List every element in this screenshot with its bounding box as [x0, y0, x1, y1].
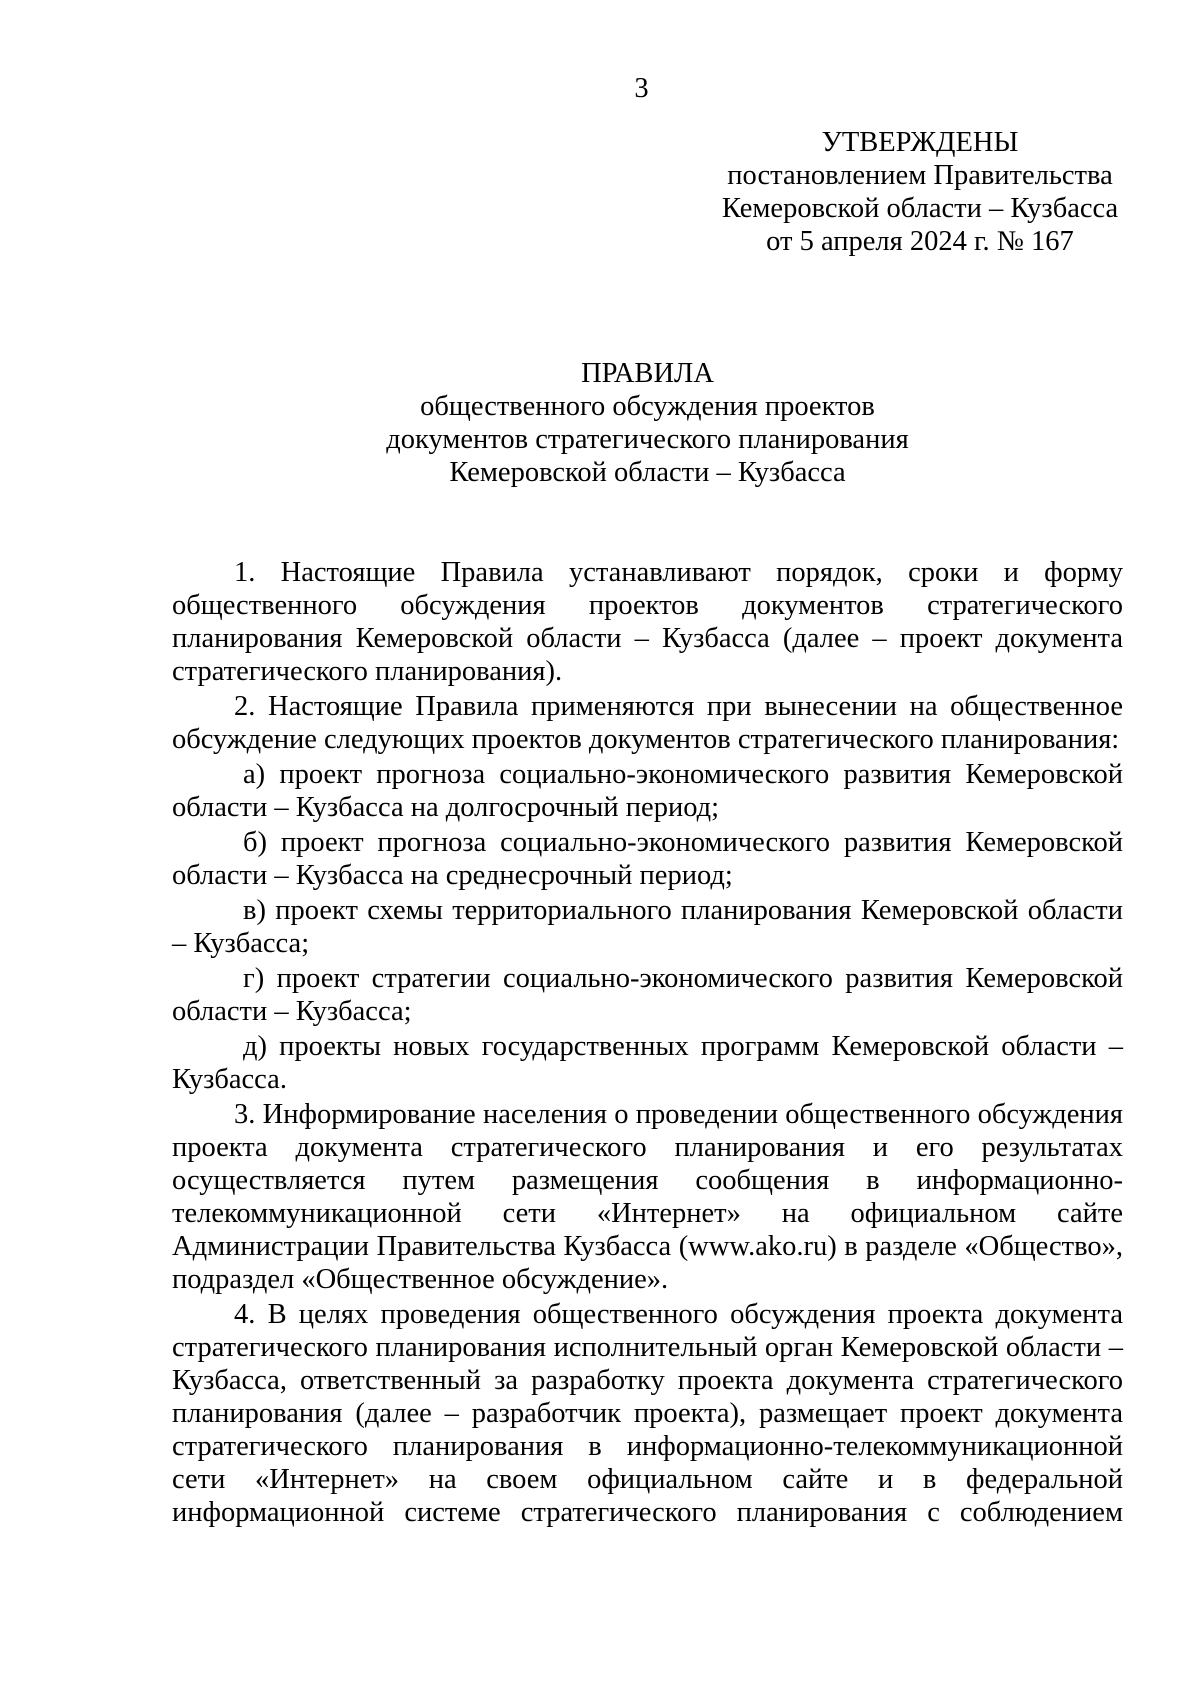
list-item-v: в) проект схемы территориального планирования Кемеровской области – Кузбасса; — [172, 895, 1123, 959]
approval-line: постановлением Правительства — [727, 160, 1113, 191]
title-line: общественного обсуждения проектов — [420, 391, 875, 422]
list-item-a: а) проект прогноза социально-экономического развития Кемеровской области – Кузбасса на долгосрочный период; — [172, 759, 1123, 823]
approval-date-line: от 5 апреля 2024 г. № 167 — [766, 226, 1074, 257]
document-body — [172, 556, 1123, 1531]
approval-heading: УТВЕРЖДЕНЫ — [821, 127, 1019, 158]
page-number: 3 — [634, 73, 649, 104]
paragraph-2: 2. Настоящие Правила применяются при вынесении на общественное обсуждение следующих проектов документов стратегического планирования: — [172, 691, 1123, 755]
title-heading: ПРАВИЛА — [581, 358, 714, 389]
approval-stamp — [700, 126, 1140, 258]
paragraph-1: 1. Настоящие Правила устанавливают порядок, сроки и форму общественного обсуждения проектов документов стратегического планирования Кемеровской области – Кузбасса (далее – проект документа стратегического планирования). — [172, 557, 1123, 687]
list-item-b: б) проект прогноза социально-экономического развития Кемеровской области – Кузбасса на среднесрочный период; — [172, 827, 1123, 891]
list-item-d: д) проекты новых государственных программ Кемеровской области – Кузбасса. — [172, 1031, 1123, 1095]
paragraph-3: 3. Информирование населения о проведении общественного обсуждения проекта документа стратегического планирования и его результатах осуществляется путем размещения сообщения в информационно-телекоммуникационной сети «Интернет» на официальном сайте Администрации Правительства Кузбасса (www.ako.ru) в разделе «Общество», подраздел «Общественное обсуждение». — [172, 1099, 1123, 1295]
list-item-g: г) проект стратегии социально-экономического развития Кемеровской области – Кузбасса; — [172, 963, 1123, 1027]
paragraph-4: 4. В целях проведения общественного обсуждения проекта документа стратегического планирования исполнительный орган Кемеровской области – Кузбасса, ответственный за разработку проекта документа стратегического планирования (далее – разработчик проекта), размещает проект документа стратегического планирования в информационно-телекоммуникационной сети «Интернет» на своем официальном сайте и в федеральной информационной системе стратегического планирования с соблюдением — [172, 1299, 1123, 1528]
approval-line: Кемеровской области – Кузбасса — [721, 193, 1119, 224]
title-line: документов стратегического планирования — [386, 424, 909, 455]
title-line: Кемеровской области – Кузбасса — [449, 457, 846, 488]
document-title — [172, 357, 1123, 489]
